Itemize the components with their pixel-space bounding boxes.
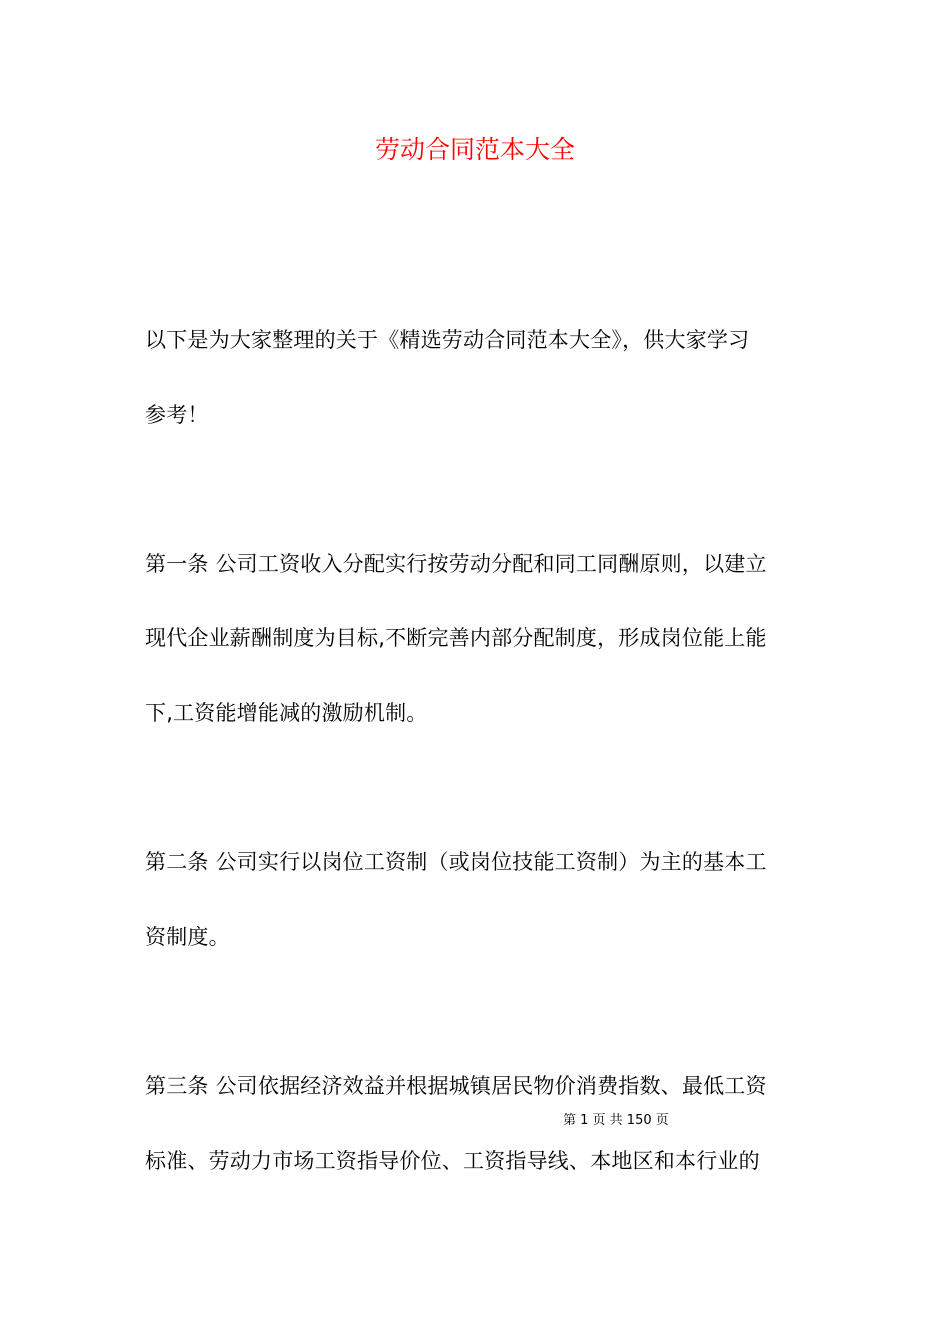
paragraph-line: 现代企业薪酬制度为目标,不断完善内部分配制度，形成岗位能上能 (145, 626, 767, 650)
page-footer: 第 1 页 共 150 页 (563, 1113, 669, 1128)
paragraph-line: 参考！ (145, 403, 209, 427)
paragraph-line: 以下是为大家整理的关于《精选劳动合同范本大全》，供大家学习 (145, 328, 750, 352)
paragraph-line: 第二条 公司实行以岗位工资制（或岗位技能工资制）为主的基本工 (145, 850, 767, 874)
paragraph-line: 下,工资能增能减的激励机制。 (145, 701, 428, 725)
paragraph-line: 资制度。 (145, 925, 230, 949)
paragraph-line: 第一条 公司工资收入分配实行按劳动分配和同工同酬原则，以建立 (145, 552, 767, 576)
paragraph-line: 第三条 公司依据经济效益并根据城镇居民物价消费指数、最低工资 (145, 1074, 767, 1098)
document-title: 劳动合同范本大全 (374, 135, 575, 164)
paragraph-line: 标准、劳动力市场工资指导价位、工资指导线、本地区和本行业的 (145, 1149, 760, 1173)
